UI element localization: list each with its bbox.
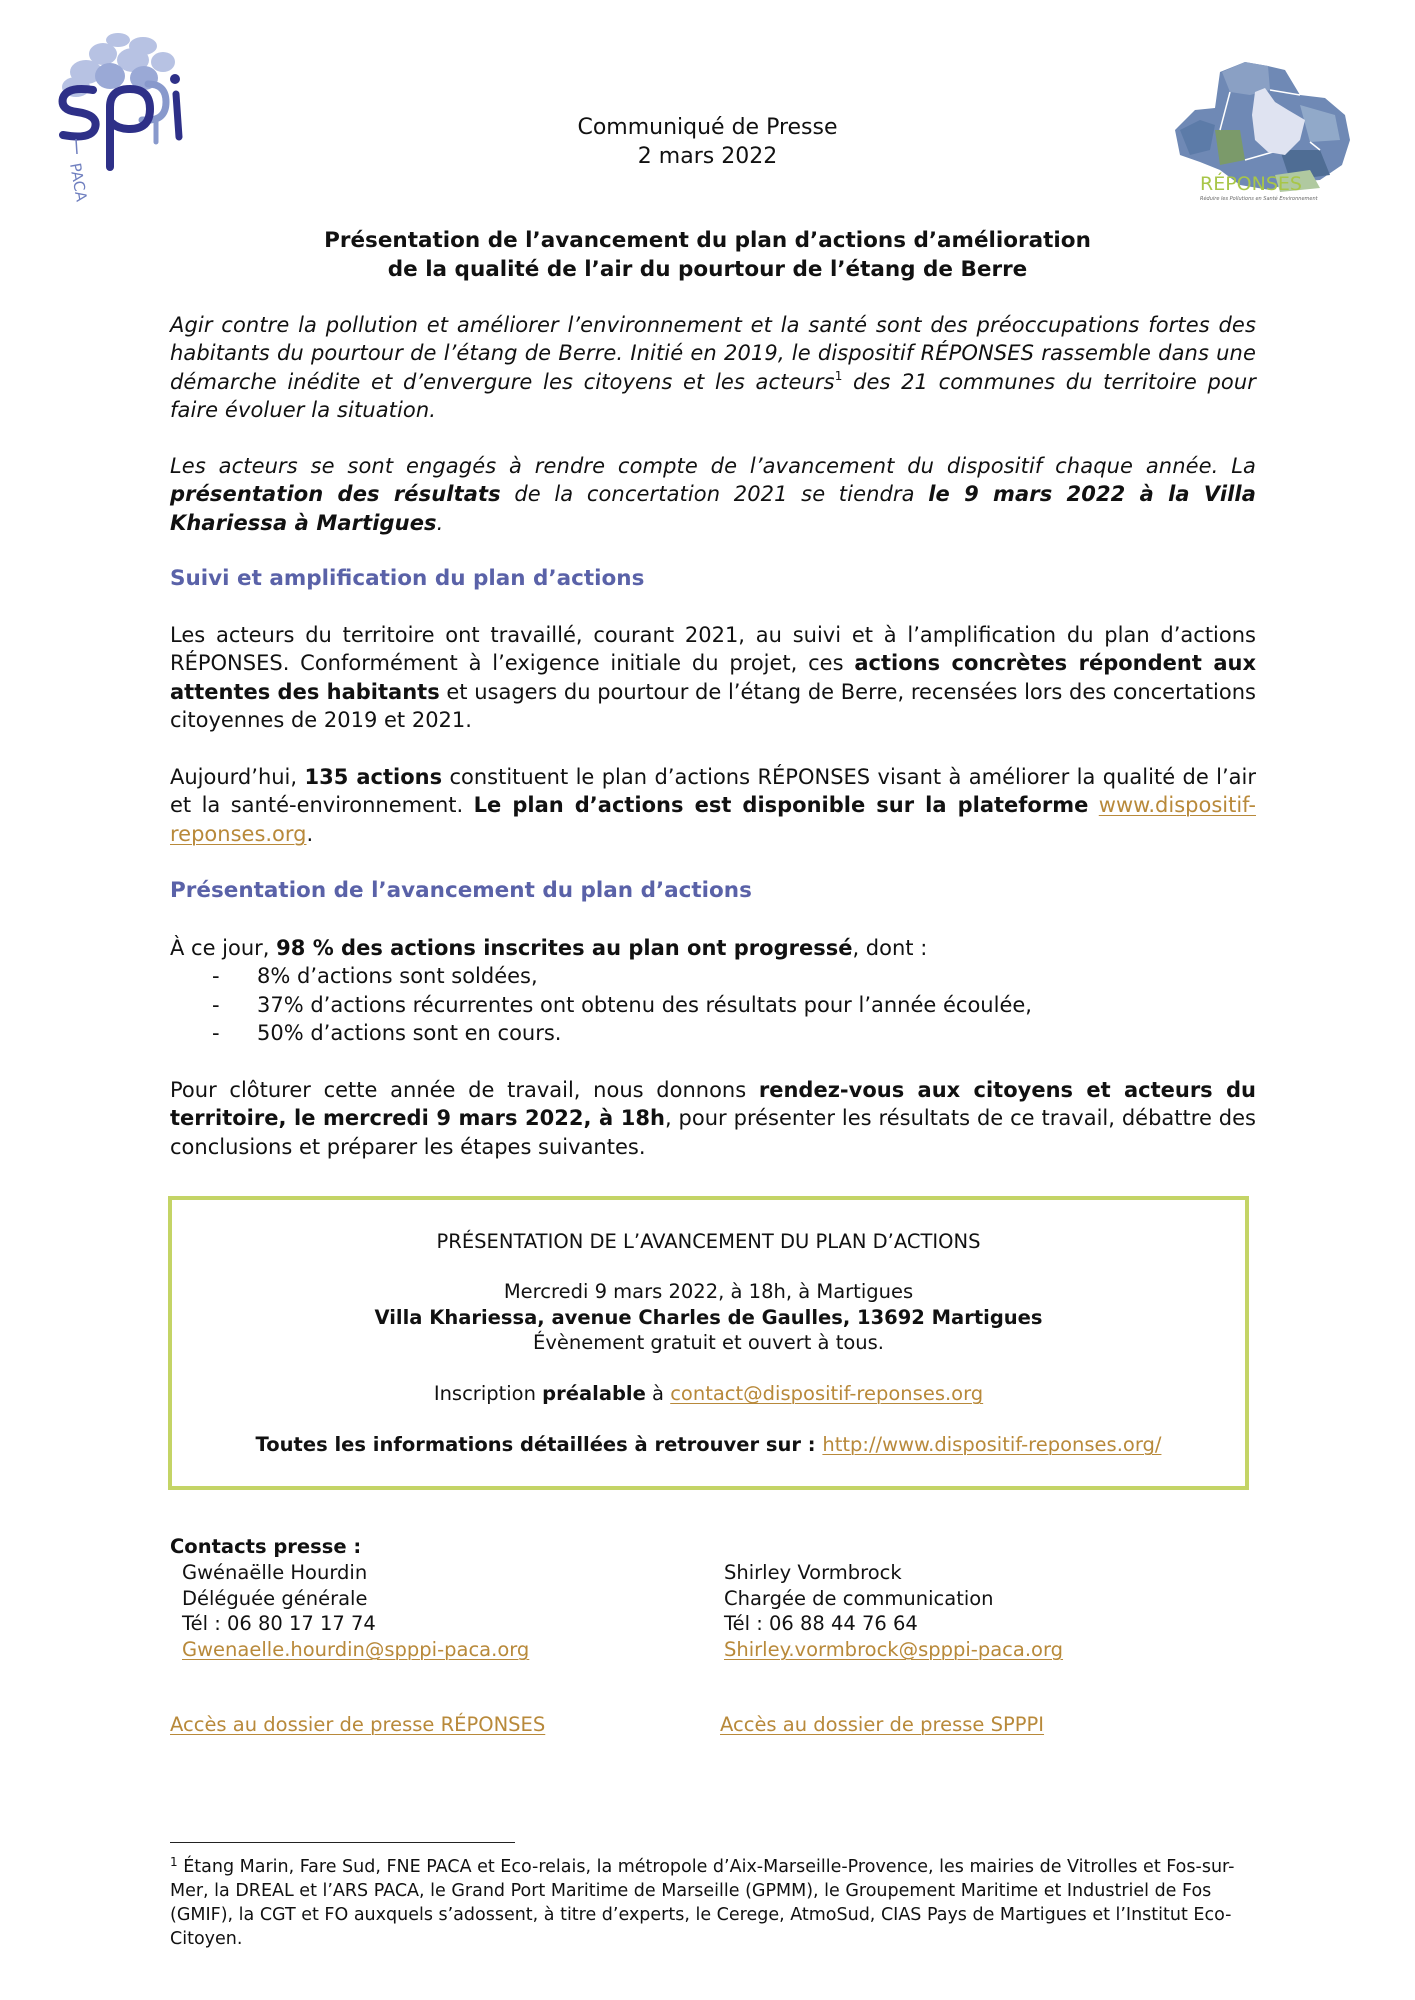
footnote-divider [170,1842,515,1843]
progress-list [170,962,1256,1047]
intro-p2-bold-date: le 9 mars 2022 à la Villa Khariessa à Martigues [170,482,1256,535]
event-title: PRÉSENTATION DE L’AVANCEMENT DU PLAN D’ACTIONS [436,1230,981,1253]
event-info [172,1432,1245,1458]
platform-link[interactable]: www.dispositif-reponses.org [170,793,1256,846]
contact-card [724,1560,1063,1662]
event-when: Mercredi 9 mars 2022, à 18h, à Martigues [503,1280,914,1303]
intro-p2-bold-results: présentation des résultats [170,482,501,507]
section-heading-suivi: Suivi et amplification du plan d’actions [170,566,645,591]
s2-p-end: , pour présenter les résultats de ce travail, débattre des conclusions et préparer les étapes suivantes. [170,1106,1256,1159]
section1-paragraph-2 [170,763,1256,848]
event-info-box [168,1196,1249,1490]
event-registration [172,1381,1245,1407]
s2-intro-bold: 98 % des actions inscrites au plan ont progressé [276,936,853,960]
registration-email-link[interactable]: contact@dispositif-reponses.org [670,1382,984,1405]
section-heading-presentation: Présentation de l’avancement du plan d’actions [170,878,752,903]
document-header [0,113,1415,171]
list-item [170,962,1256,990]
s1-p2-space [1088,793,1098,817]
list-item [170,991,1256,1019]
s2-p-bold: rendez-vous aux citoyens et acteurs du territoire, le mercredi 9 mars 2022, à 18h [170,1078,1256,1131]
title-line-1: Présentation de l’avancement du plan d’actions d’amélioration [324,228,1091,253]
contact-role: Déléguée générale [182,1586,368,1610]
reponses-logo-tagline: Réduire les Pollutions en Santé Environnement [1200,196,1318,202]
contact-email-link[interactable]: Gwenaelle.hourdin@spppi-paca.org [182,1637,530,1661]
reponses-logo-text: RÉPONSES [1200,173,1302,195]
bullet-dash: - [212,992,220,1017]
s1-p2-end: . [306,821,314,846]
document-title [0,226,1415,284]
paca-label: PACA [66,161,91,203]
bullet-dash: - [212,964,220,989]
contact-email-link[interactable]: Shirley.vormbrock@spppi-paca.org [724,1637,1064,1661]
event-free: Évènement gratuit et ouvert à tous. [533,1331,884,1354]
list-item-text: 50% d’actions sont en cours. [257,1020,562,1045]
info-label: Toutes les informations détaillées à retrouver sur : [255,1433,823,1456]
doc-date: 2 mars 2022 [637,144,778,169]
footnote-reference[interactable]: 1 [834,368,843,383]
s2-intro-start: À ce jour, [170,936,277,960]
registration-bold: préalable [542,1382,646,1405]
doc-type: Communiqué de Presse [577,115,838,140]
contacts-title: Contacts presse : [170,1535,362,1558]
contact-phone: Tél : 06 80 17 17 74 [182,1612,376,1636]
s1-p1-bold: actions concrètes répondent aux attentes des habitants [170,651,1256,704]
list-item-text: 37% d’actions récurrentes ont obtenu des résultats pour l’année écoulée, [257,992,1032,1017]
s2-intro-end: , dont : [852,936,928,960]
s1-p2-bold-count: 135 actions [304,765,443,789]
s1-p1-start: Les acteurs du territoire ont travaillé, courant 2021, au suivi et à l’amplification du plan d’actions RÉPONSES. Conformément à l’exigence initiale du projet, ces [170,623,1256,676]
s1-p2-start: Aujourd’hui, [170,765,305,789]
footnote-marker: 1 [170,1855,178,1869]
list-item [170,1019,1256,1047]
section1-paragraph-1 [170,621,1256,734]
footnote [170,1855,1250,1951]
registration-mid: à [645,1382,671,1405]
intro-paragraph-2 [170,452,1256,537]
intro-p1-text: Agir contre la pollution et améliorer l’environnement et la santé sont des préoccupations fortes des habitants du pourtour de l’étang de Berre. Initié en 2019, le dispositif RÉPONSES rassemble dans une démarche inédite et d’envergure les citoyens et les acteurs [170,313,1256,394]
intro-p2-start: Les acteurs se sont engagés à rendre compte de l’avancement du dispositif chaque année. La [170,454,1256,478]
footnote-text: Étang Marin, Fare Sud, FNE PACA et Eco-relais, la métropole d’Aix-Marseille-Provence, les mairies de Vitrolles et Fos-sur-Mer, la DREAL et l’ARS PACA, le Grand Port Maritime de Marseille (GPMM), le Groupement Maritime et Industriel de Fos (GMIF), la CGT et FO auxquels s’adossent, à titre d’experts, le Cerege, AtmoSud, CIAS Pays de Martigues et l’Institut Eco-Citoyen. [170,1857,1235,1949]
intro-p2-mid: de la concertation 2021 se tiendra [500,482,929,507]
s1-p2-mid: constituent le plan d’actions RÉPONSES visant à améliorer la qualité de l’air et la santé-environnement. [170,765,1256,818]
press-kit-spppi-link[interactable]: Accès au dossier de presse SPPPI [720,1713,1045,1736]
intro-p1-end: des 21 communes du territoire pour faire évoluer la situation. [170,369,1256,422]
bullet-dash: - [212,1020,220,1045]
contact-name: Gwénaëlle Hourdin [182,1561,368,1584]
contact-role: Chargée de communication [724,1586,994,1610]
press-kit-reponses-link[interactable]: Accès au dossier de presse RÉPONSES [170,1713,546,1736]
title-line-2: de la qualité de l’air du pourtour de l’étang de Berre [387,257,1028,282]
registration-label: Inscription [433,1382,543,1405]
list-item-text: 8% d’actions sont soldées, [257,964,538,989]
contact-card [182,1560,529,1662]
contact-name: Shirley Vormbrock [724,1561,902,1584]
contact-phone: Tél : 06 88 44 76 64 [724,1612,918,1636]
progress-summary [170,934,1256,1047]
section2-paragraph-closing [170,1076,1256,1161]
s2-p-start: Pour clôturer cette année de travail, nous donnons [170,1078,759,1102]
event-where: Villa Khariessa, avenue Charles de Gaulles, 13692 Martigues [374,1306,1043,1329]
intro-p2-end: . [436,510,444,535]
s1-p2-bold-platform: Le plan d’actions est disponible sur la plateforme [473,793,1089,818]
info-url-link[interactable]: http://www.dispositif-reponses.org/ [822,1433,1162,1456]
intro-paragraph-1 [170,311,1256,424]
s1-p1-end: et usagers du pourtour de l’étang de Berre, recensées lors des concertations citoyennes de 2019 et 2021. [170,679,1256,732]
